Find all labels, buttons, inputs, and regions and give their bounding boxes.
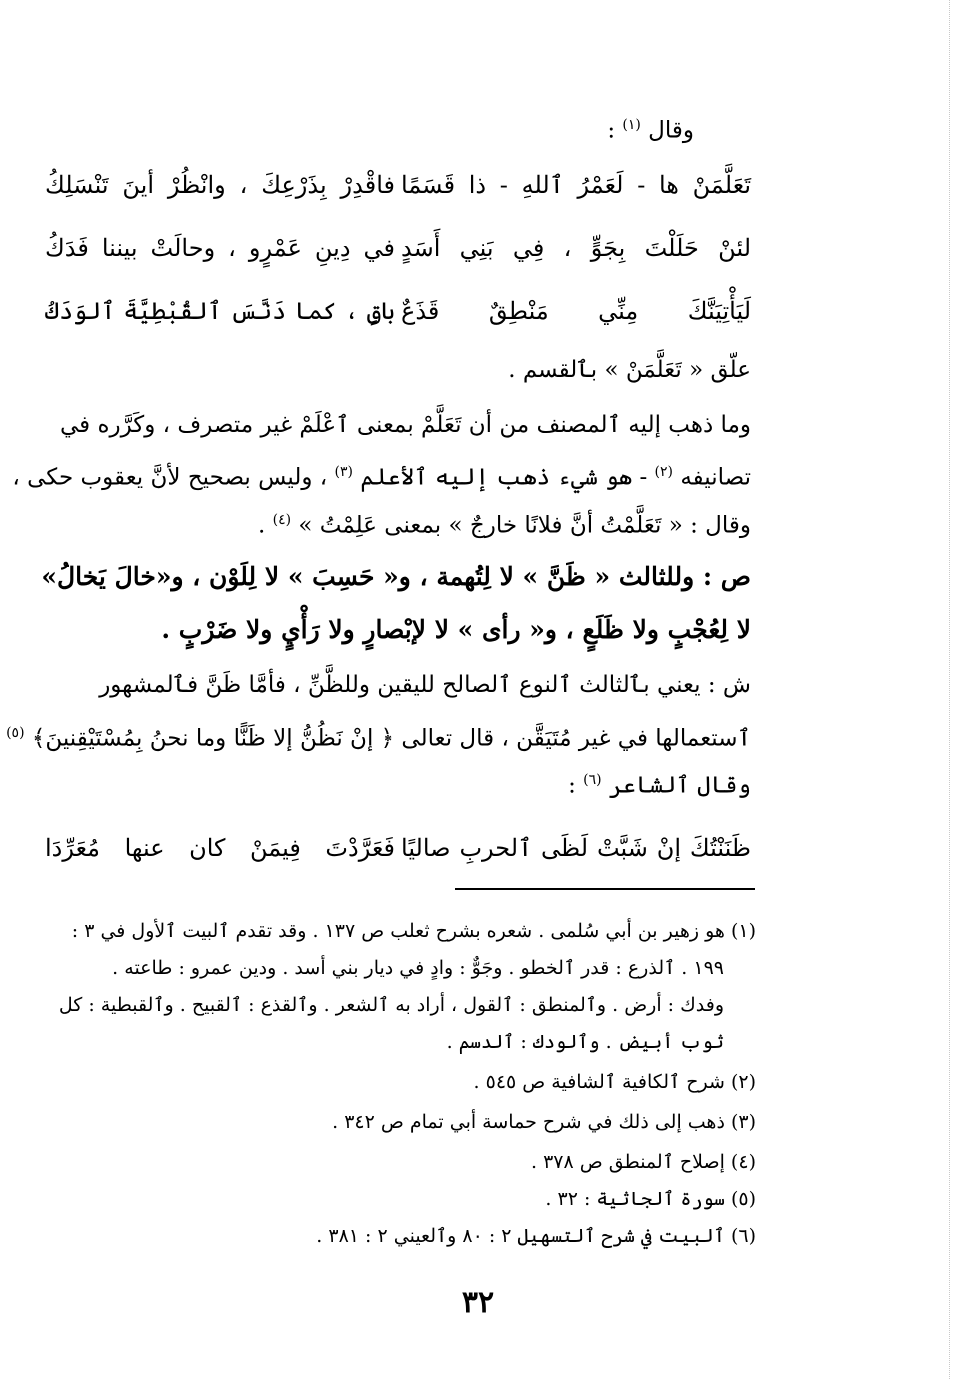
footnote-separator: [455, 888, 755, 890]
commentary-line: [45, 500, 751, 546]
verse-hemistich-2: فاقْدِرْ بِذَرْعِكَ ، وانْظُرْ أينَ تَنْسَلِكُ: [45, 171, 395, 199]
footnote-ref-2: (٢): [654, 464, 674, 480]
verse-hemistich-1: تَعَلَّمَنْ ها - لَعَمْرُ ٱللهِ - ذا قَسَمًا: [401, 171, 751, 199]
matn-line: لا لِعُجْبٍ ولا ظَلَعٍ ، و« رأى » لا لإبْصارٍ ولا رَأْيٍ ولا ضَرْبٍ .: [161, 615, 751, 644]
sharh-text: وقال ٱلشاعر: [608, 772, 751, 799]
verse-hemistich-1: لئنْ حَلَلْتَ بِجَوٍّ ، فِي بَنِي أَسَدٍ: [401, 234, 751, 262]
verse-hemistich-1: ظَنَنْتُكَ إنْ شَبَّتْ لَظَى ٱلحربِ صاليًا: [401, 834, 751, 862]
intro-line: [45, 105, 694, 151]
intro-colon: :: [607, 117, 616, 144]
sharh-text: ٱستعمالها في غير مُتَيَقَّن ، قال تعالى ﴿ إنْ نَظُنُّ إلا ظَنًّا وما نحنُ بِمُسْتَيْقِنينَ﴾: [31, 725, 751, 752]
sharh-line: [6, 713, 751, 759]
commentary-line: [12, 452, 751, 498]
footnote-ref-1: (١): [622, 117, 641, 133]
commentary-text: - هو شيء ذهب إليه ٱلأعلم: [360, 464, 648, 491]
footnote-line: ١٩٩ . ٱلذرع : قدر ٱلخطو . وجَوٌّ : وادٍ في ديار بني أسد . ودين عمرو : طاعته .: [112, 957, 724, 979]
matn-line: ص : وللثالث « ظَنَّ » لا لِتُهمة ، و« حَسِبَ » لا لِلَوْن ، و«خالَ يَخالُ»: [41, 562, 751, 591]
commentary-text: وقال : « تَعَلَّمْتُ أنَّ فلانًا خارجٌ » بمعنى عَلِمْتُ »: [298, 512, 751, 539]
verse-hemistich-1: لَيَأْتِيَنَّكَ مِنِّي مَنْطِقٌ قَذَعٌ: [401, 297, 751, 325]
page-edge: [949, 0, 950, 1379]
commentary-line: علّق « تَعَلَّمَنْ » بٱلقسم .: [508, 357, 751, 383]
commentary-text: .: [257, 512, 266, 539]
sharh-line: ش : يعني بٱلثالث ٱلنوع ٱلصالح لليقين وللظَّنِّ ، فأمَّا ظَنَّ فٱلمشهور: [99, 672, 751, 698]
footnote-line: وفدك : أرض . وٱلمنطق : ٱلقول ، أراد به ٱلشعر . وٱلقذع : ٱلقبيح . وٱلقبطية : كل: [58, 994, 724, 1016]
commentary-text: تصانيفه: [680, 464, 751, 491]
page-number: ٣٢: [461, 1285, 495, 1320]
verse-line: [45, 165, 751, 205]
intro-text: وقال: [648, 117, 694, 144]
commentary-text: ، وليس بصحيح لأنَّ يعقوب حكى ،: [12, 464, 328, 491]
footnote-line: (٥) سورة ٱلجاثية : ٣٢ .: [545, 1188, 756, 1210]
footnote-line: (٣) ذهب إلى ذلك في شرح حماسة أبي تمام ص ٣٤٢ .: [332, 1111, 756, 1133]
sharh-text: :: [568, 772, 576, 799]
footnote-line: (١) هو زهير بن أبي سُلمى . شعره بشرح ثعلب ص ١٣٧ . وقد تقدم ٱلبيت ٱلأول في ٣ :: [71, 920, 756, 942]
footnote-line: (٢) شرح ٱلكافية ٱلشافية ص ٥٤٥ .: [473, 1071, 756, 1093]
footnote-line: (٤) إصلاح ٱلمنطق ص ٣٧٨ .: [531, 1151, 756, 1173]
verse-hemistich-2: في دِينِ عَمْرٍو ، وحالَتْ بيننا فَدَكُ: [45, 234, 395, 262]
footnote-ref-4: (٤): [272, 512, 292, 528]
verse-line: [45, 828, 751, 868]
footnote-ref-3: (٣): [334, 464, 354, 480]
footnote-ref-5: (٥): [6, 725, 25, 741]
commentary-line: وما ذهب إليه ٱلمصنف من أن تَعَلَّمْ بمعنى ٱعْلَمْ غير متصرف ، وكَرَّره في: [59, 412, 751, 438]
verse-hemistich-2: فَعَرَّدْتَ فِيمَنْ كان عنها مُعَرِّدَا: [45, 834, 395, 862]
footnote-line: (٦) ٱلبيت في شرح ٱلتسهيل ٢ : ٨٠ وٱلعيني ٢ : ٣٨١ .: [316, 1225, 756, 1247]
verse-hemistich-2: باقٍ ، كما دَنَّسَ ٱلقُبْطِيَّةَ ٱلوَدَكُ: [45, 297, 395, 325]
verse-line: [45, 228, 751, 268]
footnote-ref-6: (٦): [583, 772, 602, 788]
footnote-line: ثوب أبيض . وٱلودك : ٱلدسم .: [446, 1031, 724, 1053]
verse-line: [45, 291, 751, 331]
sharh-line: [45, 760, 751, 806]
